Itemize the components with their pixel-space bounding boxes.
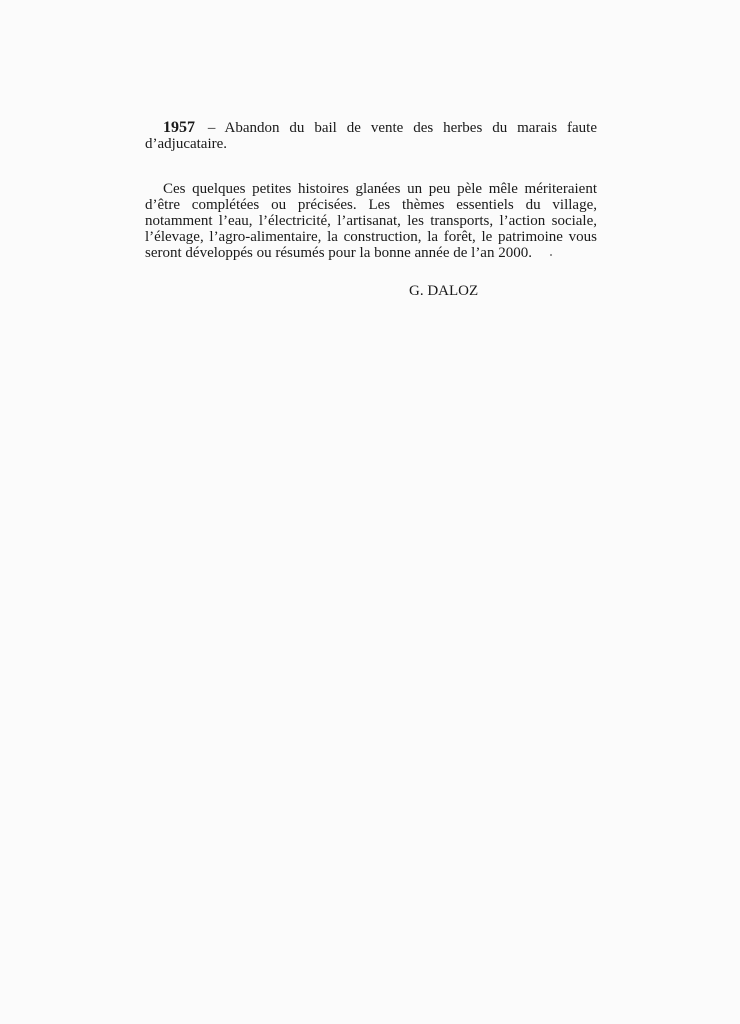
author-signature: G. DALOZ	[409, 283, 479, 299]
scan-speck	[550, 254, 552, 256]
entry-text: – Abandon du bail de vente des herbes du marais faute d’adjucataire.	[145, 120, 597, 152]
chronology-entry-1957	[145, 120, 597, 152]
entry-year: 1957	[163, 119, 195, 136]
closing-paragraph: Ces quelques petites histoires glanées un peu pèle mêle mériteraient d’être complétées ou précisées. Les thèmes essentiels du village, notamment l’eau, l’électricité, l’artisanat, les transports, l’action sociale, l’élevage, l’agro-alimentaire, la construction, la forêt, le patrimoine vous seront développés ou résumés pour la bonne année de l’an 2000.	[145, 181, 597, 261]
